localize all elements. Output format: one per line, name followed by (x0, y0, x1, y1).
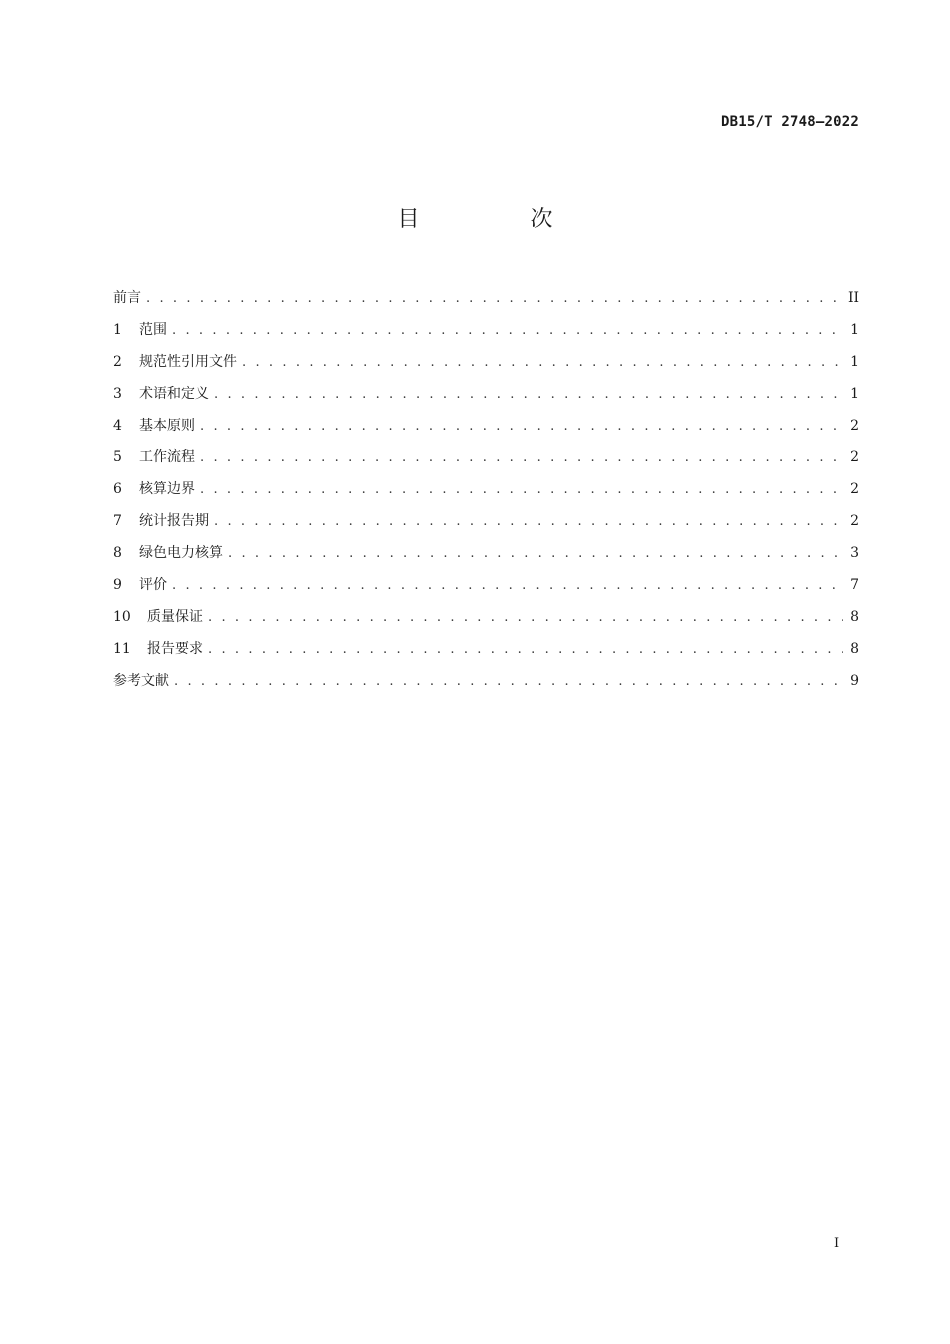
toc-entry-page: 1 (850, 321, 859, 338)
toc-entry-2[interactable] (113, 351, 859, 383)
toc-entry-number: 5 (113, 449, 122, 466)
toc-dot-leader (228, 546, 843, 561)
toc-entry-page: 2 (850, 481, 859, 498)
page-number: I (834, 1236, 840, 1251)
toc-entry-page: 2 (850, 513, 859, 530)
toc-entry-page: 2 (850, 449, 859, 466)
toc-dot-leader (208, 610, 843, 625)
toc-entry-8[interactable] (113, 542, 859, 574)
toc-entry-label: 统计报告期 (139, 513, 209, 530)
toc-dot-leader (174, 674, 843, 689)
toc-dot-leader (214, 387, 843, 402)
toc-entry-label: 参考文献 (113, 672, 169, 689)
toc-dot-leader (200, 450, 843, 465)
toc-entry-3[interactable] (113, 383, 859, 415)
toc-entry-number: 10 (113, 608, 131, 625)
toc-entry-number: 7 (113, 513, 122, 530)
toc-dot-leader (172, 578, 843, 593)
toc-entry-5[interactable] (113, 446, 859, 478)
toc-entry-page: 1 (850, 353, 859, 370)
toc-entry-label: 质量保证 (147, 608, 203, 625)
toc-entry-10[interactable] (113, 606, 859, 638)
document-code: DB15/T 2748—2022 (720, 114, 859, 130)
toc-dot-leader (172, 323, 843, 338)
toc-dot-leader (146, 291, 842, 306)
toc-entry-page: 3 (850, 545, 859, 562)
toc-dot-leader (200, 419, 843, 434)
toc-entry-foreword[interactable] (113, 287, 859, 319)
toc-entry-label: 术语和定义 (139, 385, 209, 402)
toc-entry-number: 6 (113, 481, 122, 498)
toc-entry-number: 11 (113, 640, 131, 657)
toc-dot-leader (242, 355, 843, 370)
toc-entry-6[interactable] (113, 478, 859, 510)
toc-entry-label: 绿色电力核算 (139, 545, 223, 562)
toc-entry-11[interactable] (113, 638, 859, 670)
toc-entry-label: 前言 (113, 290, 141, 306)
toc-entry-bibliography[interactable] (113, 670, 859, 702)
toc-dot-leader (208, 642, 843, 657)
toc-entry-label: 基本原则 (139, 417, 195, 434)
toc-entry-label: 核算边界 (139, 481, 195, 498)
toc-title: 目 次 (397, 207, 605, 232)
toc-entry-number: 4 (113, 417, 122, 434)
toc-entry-number: 9 (113, 577, 122, 594)
toc-dot-leader (214, 514, 843, 529)
toc-entry-page: 9 (850, 672, 859, 689)
toc-entry-number: 8 (113, 545, 122, 562)
toc-entry-page: 2 (850, 417, 859, 434)
toc-entry-page: 7 (850, 577, 859, 594)
toc-entry-number: 3 (113, 385, 122, 402)
toc-entry-label: 评价 (139, 577, 167, 594)
toc-entry-page: 1 (850, 385, 859, 402)
toc-entry-page: II (847, 290, 859, 306)
toc-entry-9[interactable] (113, 574, 859, 606)
toc-entry-label: 范围 (139, 321, 167, 338)
toc-entry-1[interactable] (113, 319, 859, 351)
toc-entry-7[interactable] (113, 510, 859, 542)
toc-dot-leader (200, 482, 843, 497)
toc-entry-page: 8 (850, 640, 859, 657)
toc-entry-4[interactable] (113, 415, 859, 447)
toc-list (113, 287, 859, 702)
toc-entry-number: 2 (113, 353, 122, 370)
toc-entry-label: 规范性引用文件 (139, 353, 237, 370)
toc-entry-number: 1 (113, 321, 122, 338)
toc-entry-label: 工作流程 (139, 449, 195, 466)
toc-entry-label: 报告要求 (147, 640, 203, 657)
toc-entry-page: 8 (850, 608, 859, 625)
